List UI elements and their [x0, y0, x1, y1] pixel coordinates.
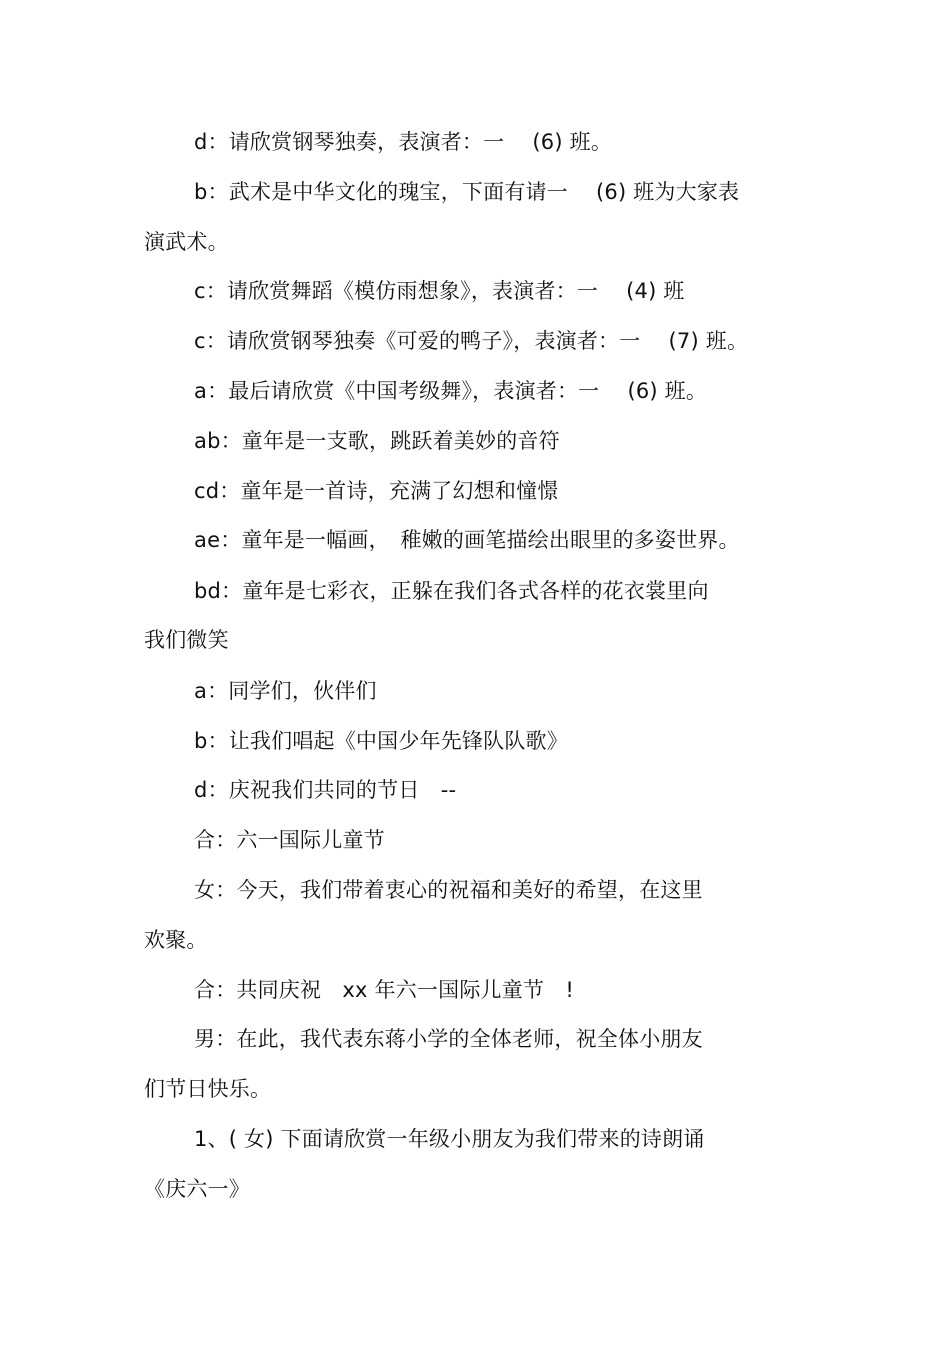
script-line-continuation: 演武术。: [144, 230, 229, 254]
script-line-continuation: 们节日快乐。: [144, 1077, 272, 1101]
script-line-continuation: 欢聚。: [144, 928, 208, 952]
script-line-continuation: 我们微笑: [144, 628, 229, 652]
script-line-b-martial-arts: b：武术是中华文化的瑰宝，下面有请一 (6) 班为大家表: [194, 180, 740, 204]
script-line-a-final-dance: a：最后请欣赏《中国考级舞》，表演者：一 (6) 班。: [194, 379, 708, 403]
script-line-together-childrens-day: 合：六一国际儿童节: [194, 828, 385, 852]
script-line-d-celebrate: d：庆祝我们共同的节日 --: [194, 778, 457, 802]
script-line-b-anthem: b：让我们唱起《中国少年先锋队队歌》: [194, 729, 568, 753]
script-line-item-1-poem: 1、( 女) 下面请欣赏一年级小朋友为我们带来的诗朗诵: [194, 1127, 705, 1151]
script-line-continuation: 《庆六一》: [144, 1177, 250, 1201]
script-line-a-classmates: a：同学们，伙伴们: [194, 679, 377, 703]
script-line-female-today: 女：今天，我们带着衷心的祝福和美好的希望，在这里: [194, 878, 703, 902]
script-line-c-dance: c：请欣赏舞蹈《模仿雨想象》，表演者：一 (4) 班: [194, 279, 685, 303]
script-line-male-greeting: 男：在此，我代表东蒋小学的全体老师，祝全体小朋友: [194, 1027, 703, 1051]
script-line-together-celebrate: 合：共同庆祝 xx 年六一国际儿童节 !: [194, 978, 574, 1002]
script-line-d-piano-solo: d：请欣赏钢琴独奏，表演者：一 (6) 班。: [194, 130, 613, 154]
script-line-ab-childhood-song: ab：童年是一支歌，跳跃着美妙的音符: [194, 429, 560, 453]
script-line-c-piano-ducks: c：请欣赏钢琴独奏《可爱的鸭子》，表演者：一 (7) 班。: [194, 329, 749, 353]
script-line-cd-childhood-poem: cd：童年是一首诗，充满了幻想和憧憬: [194, 479, 559, 503]
script-line-bd-childhood-clothes: bd：童年是七彩衣，正躲在我们各式各样的花衣裳里向: [194, 579, 709, 603]
script-line-ae-childhood-painting: ae：童年是一幅画， 稚嫩的画笔描绘出眼里的多姿世界。: [194, 528, 740, 552]
